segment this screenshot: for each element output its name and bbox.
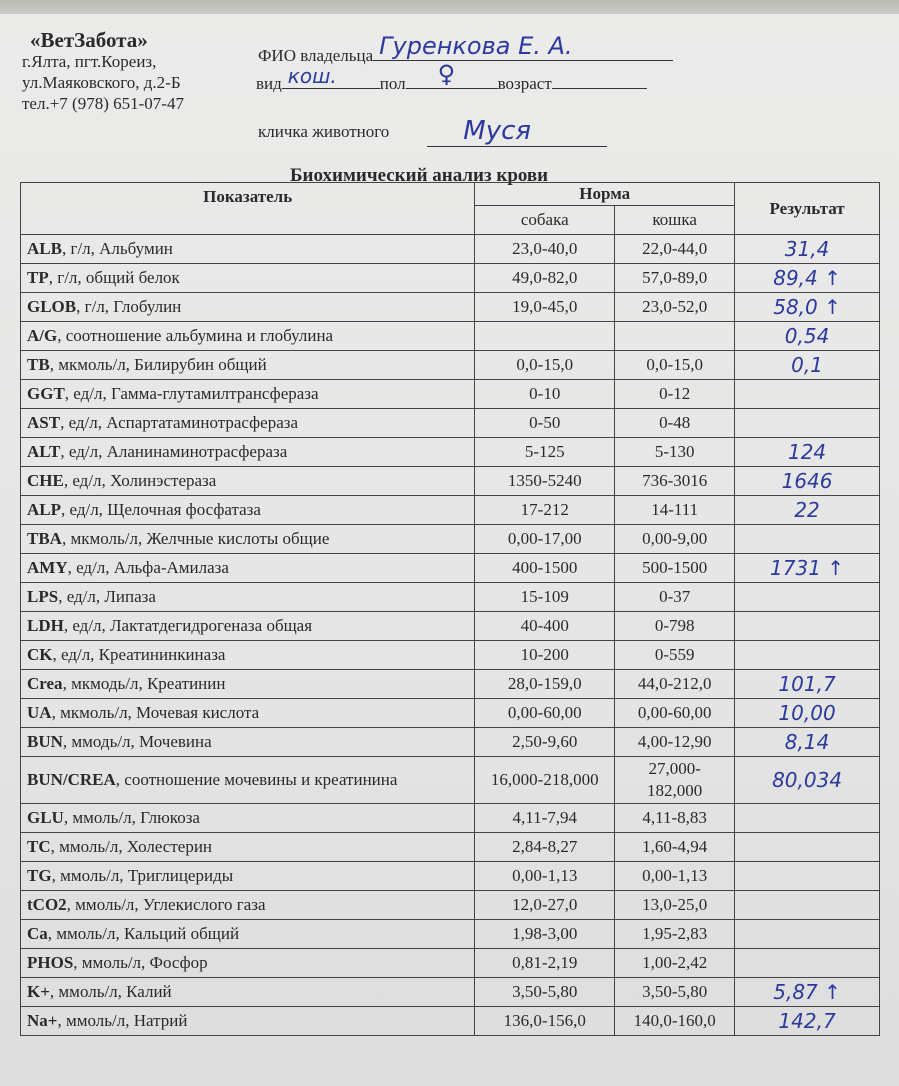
indicator-code: TP xyxy=(27,268,49,287)
norm-cat-cell: 736-3016 xyxy=(615,467,735,496)
norm-dog-cell: 28,0-159,0 xyxy=(475,670,615,699)
clinic-phone: тел.+7 (978) 651-07-47 xyxy=(22,94,184,113)
result-cell[interactable] xyxy=(735,949,880,978)
indicator-desc: , ммоль/л, Фосфор xyxy=(73,953,208,972)
norm-cat-cell: 14-111 xyxy=(615,496,735,525)
norm-dog-cell xyxy=(475,322,615,351)
header-indicator: Показатель xyxy=(21,183,475,235)
result-cell[interactable]: 142,7 xyxy=(735,1007,880,1036)
table-row xyxy=(21,641,880,670)
result-cell[interactable]: 1646 xyxy=(735,467,880,496)
indicator-desc: , ммоль/л, Калий xyxy=(49,982,172,1001)
indicator-code: ALP xyxy=(27,500,61,519)
pet-name-input[interactable] xyxy=(427,116,607,147)
indicator-code: Na+ xyxy=(27,1011,58,1030)
result-cell[interactable] xyxy=(735,920,880,949)
result-cell[interactable] xyxy=(735,583,880,612)
result-cell[interactable]: 8,14 xyxy=(735,728,880,757)
norm-cat-cell: 3,50-5,80 xyxy=(615,978,735,1007)
indicator-desc: , ед/л, Липаза xyxy=(58,587,156,606)
indicator-code: AMY xyxy=(27,558,68,577)
indicator-code: BUN xyxy=(27,732,63,751)
indicator-desc: , ед/л, Альфа-Амилаза xyxy=(67,558,229,577)
indicator-desc: , ед/л, Холинэстераза xyxy=(63,471,217,490)
norm-cat-cell xyxy=(615,322,735,351)
pet-name-label: кличка животного xyxy=(258,122,390,141)
norm-cat-cell: 0-559 xyxy=(615,641,735,670)
indicator-desc: , ед/л, Лактатдегидрогеназа общая xyxy=(63,616,313,635)
age-input[interactable] xyxy=(552,70,647,89)
norm-cat-cell: 0-37 xyxy=(615,583,735,612)
indicator-code: A/G xyxy=(27,326,58,345)
norm-cat-cell: 4,11-8,83 xyxy=(615,804,735,833)
table-row xyxy=(21,380,880,409)
norm-dog-cell: 0,81-2,19 xyxy=(475,949,615,978)
table-row xyxy=(21,728,880,757)
norm-cat-cell: 0-12 xyxy=(615,380,735,409)
indicator-cell xyxy=(21,496,475,525)
norm-cat-cell: 57,0-89,0 xyxy=(615,264,735,293)
table-row xyxy=(21,351,880,380)
indicator-code: ALT xyxy=(27,442,61,461)
result-cell[interactable]: 0,1 xyxy=(735,351,880,380)
norm-cat-cell: 1,60-4,94 xyxy=(615,833,735,862)
indicator-desc: , мкмоль/л, Билирубин общий xyxy=(49,355,267,374)
result-cell[interactable]: 1731 ↑ xyxy=(735,554,880,583)
indicator-desc: , ммоль/л, Кальций общий xyxy=(47,924,240,943)
norm-dog-cell: 400-1500 xyxy=(475,554,615,583)
table-row xyxy=(21,525,880,554)
indicator-desc: , ммоль/л, Углекислого газа xyxy=(66,895,266,914)
indicator-desc: , г/л, Альбумин xyxy=(61,239,173,258)
indicator-cell xyxy=(21,612,475,641)
table-row xyxy=(21,1007,880,1036)
norm-dog-cell: 4,11-7,94 xyxy=(475,804,615,833)
sex-value: ♀ xyxy=(437,60,456,88)
norm-cat-cell: 0,00-60,00 xyxy=(615,699,735,728)
result-cell[interactable] xyxy=(735,804,880,833)
biochemistry-table xyxy=(20,182,880,1036)
norm-cat-cell: 5-130 xyxy=(615,438,735,467)
table-row xyxy=(21,804,880,833)
result-cell[interactable] xyxy=(735,862,880,891)
norm-cat-cell: 0-798 xyxy=(615,612,735,641)
indicator-desc: , ммоль/л, Триглицериды xyxy=(51,866,234,885)
indicator-cell xyxy=(21,264,475,293)
indicator-cell xyxy=(21,641,475,670)
indicator-cell xyxy=(21,920,475,949)
norm-cat-cell: 44,0-212,0 xyxy=(615,670,735,699)
clinic-header xyxy=(22,30,184,114)
indicator-cell xyxy=(21,804,475,833)
indicator-code: CK xyxy=(27,645,53,664)
result-cell[interactable] xyxy=(735,380,880,409)
norm-dog-cell: 15-109 xyxy=(475,583,615,612)
age-label: возраст xyxy=(497,74,552,93)
indicator-code: K+ xyxy=(27,982,50,1001)
indicator-code: PHOS xyxy=(27,953,74,972)
norm-cat-cell: 0-48 xyxy=(615,409,735,438)
indicator-desc: , ммоль/л, Холестерин xyxy=(50,837,213,856)
table-row xyxy=(21,264,880,293)
indicator-code: GGT xyxy=(27,384,65,403)
clinic-address-1: г.Ялта, пгт.Кореиз, xyxy=(22,52,157,71)
indicator-code: TC xyxy=(27,837,51,856)
owner-value: Гуренкова Е. А. xyxy=(379,32,573,60)
indicator-code: GLU xyxy=(27,808,64,827)
norm-dog-cell: 17-212 xyxy=(475,496,615,525)
indicator-code: UA xyxy=(27,703,52,722)
indicator-cell xyxy=(21,293,475,322)
table-row xyxy=(21,438,880,467)
result-cell[interactable]: 0,54 xyxy=(735,322,880,351)
indicator-cell xyxy=(21,1007,475,1036)
table-row xyxy=(21,293,880,322)
table-row xyxy=(21,978,880,1007)
norm-cat-cell: 4,00-12,90 xyxy=(615,728,735,757)
species-label: вид xyxy=(256,74,282,93)
norm-dog-cell: 40-400 xyxy=(475,612,615,641)
indicator-cell xyxy=(21,949,475,978)
result-cell[interactable] xyxy=(735,525,880,554)
sex-input[interactable] xyxy=(406,60,498,89)
table-row xyxy=(21,862,880,891)
norm-cat-cell: 0,00-1,13 xyxy=(615,862,735,891)
indicator-cell xyxy=(21,235,475,264)
pet-name-field xyxy=(258,116,607,146)
indicator-cell xyxy=(21,322,475,351)
indicator-code: TG xyxy=(27,866,52,885)
table-row xyxy=(21,467,880,496)
indicator-cell xyxy=(21,380,475,409)
header-cat: кошка xyxy=(615,206,735,235)
table-row xyxy=(21,612,880,641)
clinic-address-2: ул.Маяковского, д.2-Б xyxy=(22,73,181,92)
indicator-desc: , г/л, общий белок xyxy=(48,268,180,287)
result-cell[interactable] xyxy=(735,612,880,641)
indicator-code: LDH xyxy=(27,616,64,635)
indicator-code: LPS xyxy=(27,587,59,606)
clinic-name: «ВетЗабота» xyxy=(30,28,148,52)
norm-cat-cell: 27,000-182,000 xyxy=(615,757,735,804)
table-row xyxy=(21,949,880,978)
indicator-desc: , ммодь/л, Мочевина xyxy=(62,732,212,751)
indicator-desc: , мкмоль/л, Мочевая кислота xyxy=(51,703,260,722)
header-norm: Норма xyxy=(475,183,735,206)
norm-dog-cell: 136,0-156,0 xyxy=(475,1007,615,1036)
indicator-cell xyxy=(21,409,475,438)
indicator-code: tCO2 xyxy=(27,895,67,914)
species-sex-age-field xyxy=(256,60,647,94)
indicator-code: TBA xyxy=(27,529,62,548)
result-cell[interactable] xyxy=(735,891,880,920)
table-row xyxy=(21,891,880,920)
header-result: Результат xyxy=(735,183,880,235)
table-row xyxy=(21,554,880,583)
norm-dog-cell: 12,0-27,0 xyxy=(475,891,615,920)
indicator-cell xyxy=(21,728,475,757)
norm-cat-cell: 1,95-2,83 xyxy=(615,920,735,949)
indicator-cell xyxy=(21,978,475,1007)
owner-field xyxy=(258,32,673,66)
indicator-code: AST xyxy=(27,413,61,432)
indicator-code: ALB xyxy=(27,239,62,258)
indicator-cell xyxy=(21,862,475,891)
indicator-cell xyxy=(21,438,475,467)
indicator-cell xyxy=(21,351,475,380)
norm-dog-cell: 2,84-8,27 xyxy=(475,833,615,862)
indicator-desc: , мкмоль/л, Желчные кислоты общие xyxy=(61,529,330,548)
result-cell[interactable]: 58,0 ↑ xyxy=(735,293,880,322)
result-cell[interactable]: 31,4 xyxy=(735,235,880,264)
table-row xyxy=(21,699,880,728)
result-cell[interactable]: 89,4 ↑ xyxy=(735,264,880,293)
result-cell[interactable]: 124 xyxy=(735,438,880,467)
indicator-desc: , ммоль/л, Глюкоза xyxy=(63,808,200,827)
indicator-cell xyxy=(21,554,475,583)
norm-dog-cell: 16,000-218,000 xyxy=(475,757,615,804)
norm-cat-cell: 140,0-160,0 xyxy=(615,1007,735,1036)
indicator-desc: , ед/л, Креатининкиназа xyxy=(52,645,226,664)
norm-dog-cell: 0,00-60,00 xyxy=(475,699,615,728)
indicator-cell xyxy=(21,467,475,496)
norm-dog-cell: 0-10 xyxy=(475,380,615,409)
indicator-cell xyxy=(21,670,475,699)
indicator-cell xyxy=(21,833,475,862)
norm-cat-cell: 0,00-9,00 xyxy=(615,525,735,554)
indicator-cell xyxy=(21,525,475,554)
norm-cat-cell: 0,0-15,0 xyxy=(615,351,735,380)
indicator-code: Crea xyxy=(27,674,63,693)
table-row xyxy=(21,833,880,862)
indicator-desc: , ед/л, Гамма-глутамилтрансфераза xyxy=(64,384,319,403)
indicator-cell xyxy=(21,583,475,612)
norm-dog-cell: 0,0-15,0 xyxy=(475,351,615,380)
indicator-desc: , мкмодь/л, Креатинин xyxy=(62,674,226,693)
norm-cat-cell: 500-1500 xyxy=(615,554,735,583)
table-title: Биохимический анализ крови xyxy=(290,165,549,186)
indicator-code: CHE xyxy=(27,471,64,490)
indicator-code: GLOB xyxy=(27,297,77,316)
table-row xyxy=(21,757,880,804)
norm-dog-cell: 5-125 xyxy=(475,438,615,467)
table-row xyxy=(21,409,880,438)
result-cell[interactable] xyxy=(735,409,880,438)
result-cell[interactable]: 10,00 xyxy=(735,699,880,728)
table-row xyxy=(21,920,880,949)
indicator-code: TB xyxy=(27,355,50,374)
table-row xyxy=(21,496,880,525)
indicator-code: BUN/CREA xyxy=(27,770,116,789)
indicator-desc: , соотношение альбумина и глобулина xyxy=(57,326,334,345)
result-cell[interactable]: 101,7 xyxy=(735,670,880,699)
norm-cat-cell: 22,0-44,0 xyxy=(615,235,735,264)
indicator-desc: , г/л, Глобулин xyxy=(76,297,182,316)
norm-dog-cell: 10-200 xyxy=(475,641,615,670)
table-row xyxy=(21,583,880,612)
indicator-cell xyxy=(21,891,475,920)
norm-dog-cell: 0,00-1,13 xyxy=(475,862,615,891)
header-dog: собака xyxy=(475,206,615,235)
indicator-desc: , ед/л, Аланинаминотрасфераза xyxy=(60,442,288,461)
result-cell[interactable] xyxy=(735,641,880,670)
norm-dog-cell: 19,0-45,0 xyxy=(475,293,615,322)
sex-label: пол xyxy=(379,74,406,93)
pet-name-value: Муся xyxy=(463,116,532,146)
result-cell[interactable]: 22 xyxy=(735,496,880,525)
indicator-cell xyxy=(21,699,475,728)
result-cell[interactable]: 5,87 ↑ xyxy=(735,978,880,1007)
result-cell[interactable] xyxy=(735,833,880,862)
species-input[interactable] xyxy=(282,64,380,89)
norm-cat-cell: 23,0-52,0 xyxy=(615,293,735,322)
table-row xyxy=(21,322,880,351)
norm-dog-cell: 2,50-9,60 xyxy=(475,728,615,757)
table-row xyxy=(21,235,880,264)
indicator-desc: , ед/л, Щелочная фосфатаза xyxy=(61,500,261,519)
owner-label: ФИО владельца xyxy=(258,46,374,65)
norm-cat-cell: 13,0-25,0 xyxy=(615,891,735,920)
norm-dog-cell: 0-50 xyxy=(475,409,615,438)
indicator-code: Ca xyxy=(27,924,48,943)
indicator-desc: , ммоль/л, Натрий xyxy=(57,1011,188,1030)
indicator-desc: , соотношение мочевины и креатинина xyxy=(115,770,398,789)
norm-cat-cell: 1,00-2,42 xyxy=(615,949,735,978)
result-cell[interactable]: 80,034 xyxy=(735,757,880,804)
indicator-cell xyxy=(21,757,475,804)
norm-dog-cell: 0,00-17,00 xyxy=(475,525,615,554)
norm-dog-cell: 1,98-3,00 xyxy=(475,920,615,949)
norm-dog-cell: 23,0-40,0 xyxy=(475,235,615,264)
indicator-desc: , ед/л, Аспартатаминотрасфераза xyxy=(60,413,299,432)
species-value: кош. xyxy=(287,64,337,88)
table-row xyxy=(21,670,880,699)
norm-dog-cell: 1350-5240 xyxy=(475,467,615,496)
owner-input[interactable] xyxy=(373,32,673,61)
norm-dog-cell: 3,50-5,80 xyxy=(475,978,615,1007)
norm-dog-cell: 49,0-82,0 xyxy=(475,264,615,293)
